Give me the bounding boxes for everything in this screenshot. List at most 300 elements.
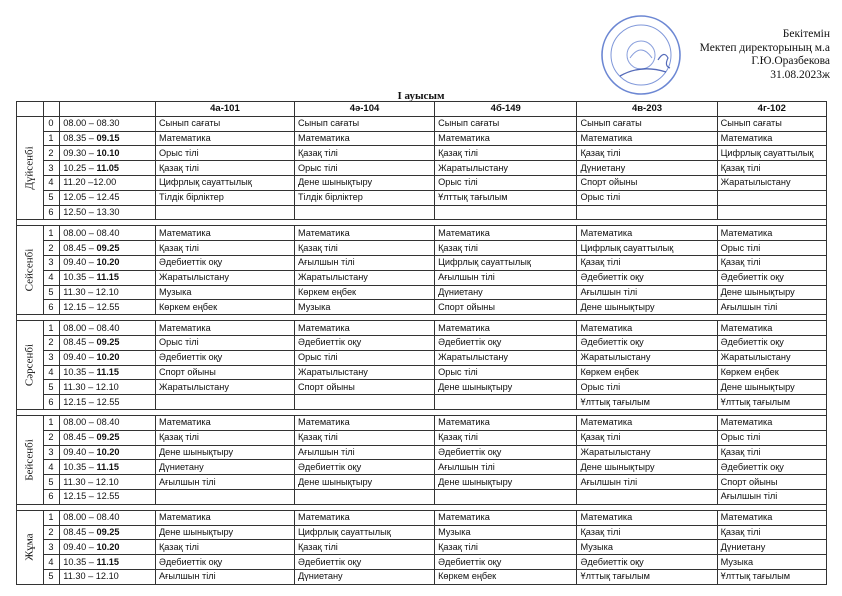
lesson-end-time: 10.20 — [96, 446, 120, 457]
lesson-time — [60, 525, 156, 540]
subject-cell: Цифрлық сауаттылық — [717, 146, 826, 161]
lesson-end-time: 10.20 — [96, 541, 120, 552]
lesson-time — [60, 205, 156, 220]
lesson-row — [17, 255, 827, 270]
subject-cell: Ұлттық тағылым — [577, 569, 717, 584]
lesson-start-time: 11.30 – — [63, 571, 96, 582]
class-header: 4а-101 — [155, 102, 294, 117]
subject-cell: Математика — [294, 510, 434, 525]
subject-cell: Математика — [717, 510, 826, 525]
lesson-end-time: 11.05 — [96, 162, 119, 173]
subject-cell: Математика — [577, 415, 717, 430]
subject-cell: Орыс тілі — [435, 365, 577, 380]
lesson-number: 0 — [44, 116, 60, 131]
subject-cell — [294, 395, 434, 410]
lesson-end-time: 08.40 — [96, 512, 120, 523]
lesson-number: 4 — [44, 365, 60, 380]
lesson-end-time: 12.10 — [95, 476, 119, 487]
subject-cell: Математика — [577, 510, 717, 525]
lesson-start-time: 09.40 – — [63, 257, 97, 268]
lesson-time — [60, 415, 156, 430]
lesson-end-time: 12.55 — [96, 301, 120, 312]
school-seal-stamp — [600, 14, 682, 96]
lesson-number: 3 — [44, 540, 60, 555]
lesson-end-time: 12.45 — [96, 192, 120, 203]
lesson-number: 5 — [44, 380, 60, 395]
lesson-time — [60, 226, 156, 241]
subject-cell: Математика — [577, 131, 717, 146]
subject-cell: Әдебиеттік оқу — [577, 335, 717, 350]
subject-cell: Қазақ тілі — [155, 430, 294, 445]
lesson-start-time: 09.40 – — [63, 541, 97, 552]
subject-cell: Көркем еңбек — [155, 300, 294, 315]
subject-cell: Қазақ тілі — [577, 146, 717, 161]
subject-cell: Ұлттық тағылым — [717, 569, 826, 584]
lesson-time — [60, 555, 156, 570]
subject-cell: Математика — [435, 131, 577, 146]
lesson-time — [60, 350, 156, 365]
subject-cell: Математика — [717, 415, 826, 430]
lesson-number: 3 — [44, 350, 60, 365]
subject-cell: Жаратылыстану — [294, 270, 434, 285]
subject-cell: Спорт ойыны — [717, 475, 826, 490]
subject-cell: Ағылшын тілі — [717, 489, 826, 504]
subject-cell: Ағылшын тілі — [577, 285, 717, 300]
lesson-end-time: 12.10 — [95, 286, 119, 297]
lesson-end-time: 08.40 — [96, 227, 120, 238]
subject-cell — [155, 205, 294, 220]
subject-cell: Ағылшын тілі — [577, 475, 717, 490]
day-label: Сәрсенбі — [23, 343, 36, 387]
lesson-number: 6 — [44, 205, 60, 220]
subject-cell: Көркем еңбек — [577, 365, 717, 380]
subject-cell: Қазақ тілі — [294, 430, 434, 445]
subject-cell: Математика — [717, 321, 826, 336]
subject-cell: Ағылшын тілі — [435, 270, 577, 285]
approval-name: Г.Ю.Оразбекова — [751, 55, 830, 67]
lesson-row — [17, 510, 827, 525]
lesson-start-time: 10.25 – — [63, 162, 97, 173]
lesson-start-time: 12.05 – — [63, 192, 97, 203]
lesson-start-time: 09.40 – — [63, 446, 97, 457]
lesson-start-time: 11.30 – — [63, 476, 96, 487]
subject-cell: Ұлттық тағылым — [435, 190, 577, 205]
lesson-number: 1 — [44, 131, 60, 146]
subject-cell: Әдебиеттік оқу — [294, 460, 434, 475]
lesson-end-time: 11.15 — [96, 461, 119, 472]
lesson-row — [17, 285, 827, 300]
lesson-row — [17, 241, 827, 256]
subject-cell: Сынып сағаты — [577, 116, 717, 131]
lesson-end-time: 11.15 — [96, 272, 119, 283]
lesson-row — [17, 161, 827, 176]
lesson-end-time: 13.30 — [96, 206, 120, 217]
lesson-end-time: 08.30 — [96, 118, 120, 129]
day-cell — [17, 415, 44, 504]
subject-cell: Сынып сағаты — [717, 116, 826, 131]
schedule-table — [16, 101, 827, 585]
class-header: 4б-149 — [435, 102, 577, 117]
subject-cell: Дене шынықтыру — [717, 380, 826, 395]
lesson-number: 4 — [44, 460, 60, 475]
subject-cell: Әдебиеттік оқу — [435, 445, 577, 460]
subject-cell: Дене шынықтыру — [155, 525, 294, 540]
lesson-time — [60, 285, 156, 300]
subject-cell: Жаратылыстану — [294, 365, 434, 380]
lesson-start-time: 08.35 – — [63, 132, 97, 143]
lesson-time — [60, 569, 156, 584]
subject-cell: Орыс тілі — [717, 241, 826, 256]
lesson-row — [17, 321, 827, 336]
day-label: Дүйсенбі — [23, 146, 36, 190]
lesson-row — [17, 395, 827, 410]
subject-cell: Математика — [294, 131, 434, 146]
lesson-row — [17, 350, 827, 365]
subject-cell: Сынып сағаты — [155, 116, 294, 131]
subject-cell: Дүниетану — [155, 460, 294, 475]
subject-cell: Цифрлық сауаттылық — [435, 255, 577, 270]
lesson-row — [17, 540, 827, 555]
subject-cell: Дүниетану — [717, 540, 826, 555]
subject-cell: Әдебиеттік оқу — [717, 460, 826, 475]
lesson-number: 5 — [44, 475, 60, 490]
subject-cell: Әдебиеттік оқу — [577, 555, 717, 570]
subject-cell — [577, 489, 717, 504]
lesson-time — [60, 175, 156, 190]
lesson-end-time: 11.15 — [96, 556, 119, 567]
subject-cell: Орыс тілі — [435, 175, 577, 190]
subject-cell: Әдебиеттік оқу — [717, 335, 826, 350]
subject-cell: Орыс тілі — [155, 146, 294, 161]
lesson-time — [60, 460, 156, 475]
subject-cell — [435, 395, 577, 410]
subject-cell: Орыс тілі — [717, 430, 826, 445]
subject-cell: Математика — [155, 131, 294, 146]
subject-cell: Дене шынықтыру — [155, 445, 294, 460]
subject-cell: Математика — [435, 415, 577, 430]
subject-cell: Қазақ тілі — [294, 241, 434, 256]
lesson-row — [17, 131, 827, 146]
lesson-time — [60, 445, 156, 460]
subject-cell: Ағылшын тілі — [155, 569, 294, 584]
subject-cell: Тілдік бірліктер — [294, 190, 434, 205]
lesson-row — [17, 475, 827, 490]
lesson-start-time: 10.35 – — [63, 556, 97, 567]
lesson-end-time: 09.25 — [96, 242, 120, 253]
lesson-number: 2 — [44, 241, 60, 256]
subject-cell: Математика — [294, 226, 434, 241]
class-header-row — [17, 102, 827, 117]
subject-cell: Ұлттық тағылым — [717, 395, 826, 410]
subject-cell: Музыка — [294, 300, 434, 315]
day-cell — [17, 321, 44, 410]
lesson-row — [17, 489, 827, 504]
day-label: Бейсенбі — [23, 439, 36, 481]
lesson-time — [60, 430, 156, 445]
subject-cell: Жаратылыстану — [435, 161, 577, 176]
subject-cell: Әдебиеттік оқу — [155, 350, 294, 365]
subject-cell: Спорт ойыны — [155, 365, 294, 380]
lesson-number: 5 — [44, 190, 60, 205]
lesson-row — [17, 146, 827, 161]
subject-cell — [577, 205, 717, 220]
lesson-time — [60, 510, 156, 525]
lesson-row — [17, 430, 827, 445]
lesson-time — [60, 131, 156, 146]
subject-cell: Ағылшын тілі — [435, 460, 577, 475]
subject-cell: Цифрлық сауаттылық — [155, 175, 294, 190]
subject-cell: Қазақ тілі — [577, 255, 717, 270]
subject-cell: Дене шынықтыру — [717, 285, 826, 300]
subject-cell — [155, 395, 294, 410]
subject-cell: Көркем еңбек — [294, 285, 434, 300]
lesson-row — [17, 460, 827, 475]
subject-cell: Жаратылыстану — [717, 350, 826, 365]
subject-cell: Қазақ тілі — [435, 146, 577, 161]
approval-position: Мектеп директорының м.а — [699, 41, 830, 54]
lesson-number: 1 — [44, 415, 60, 430]
subject-cell: Әдебиеттік оқу — [717, 270, 826, 285]
lesson-time — [60, 540, 156, 555]
subject-cell: Қазақ тілі — [155, 540, 294, 555]
lesson-end-time: 08.40 — [96, 417, 120, 428]
lesson-number: 2 — [44, 335, 60, 350]
subject-cell: Жаратылыстану — [577, 350, 717, 365]
lesson-end-time: 12.10 — [95, 381, 119, 392]
day-cell — [17, 116, 44, 220]
lesson-number: 2 — [44, 146, 60, 161]
lesson-row — [17, 525, 827, 540]
subject-cell: Көркем еңбек — [717, 365, 826, 380]
lesson-start-time: 12.15 – — [63, 491, 97, 502]
header-day — [17, 102, 44, 117]
lesson-time — [60, 335, 156, 350]
subject-cell: Орыс тілі — [577, 190, 717, 205]
subject-cell: Математика — [577, 321, 717, 336]
subject-cell: Орыс тілі — [155, 335, 294, 350]
subject-cell — [155, 489, 294, 504]
lesson-end-time: 09.25 — [96, 432, 120, 443]
lesson-row — [17, 116, 827, 131]
subject-cell: Дүниетану — [294, 569, 434, 584]
subject-cell: Дене шынықтыру — [577, 300, 717, 315]
lesson-time — [60, 365, 156, 380]
subject-cell: Әдебиеттік оқу — [155, 555, 294, 570]
lesson-number: 1 — [44, 510, 60, 525]
subject-cell: Музыка — [577, 540, 717, 555]
subject-cell: Сынып сағаты — [435, 116, 577, 131]
day-cell — [17, 226, 44, 315]
lesson-row — [17, 569, 827, 584]
lesson-start-time: 11.20 – — [63, 177, 94, 188]
subject-cell: Қазақ тілі — [577, 525, 717, 540]
day-cell — [17, 510, 44, 584]
subject-cell: Қазақ тілі — [155, 241, 294, 256]
subject-cell: Математика — [577, 226, 717, 241]
lesson-end-time: 12.55 — [96, 491, 120, 502]
subject-cell: Орыс тілі — [294, 350, 434, 365]
subject-cell: Орыс тілі — [577, 380, 717, 395]
lesson-row — [17, 175, 827, 190]
lesson-start-time: 11.30 – — [63, 286, 96, 297]
lesson-end-time: 09.25 — [96, 337, 120, 348]
subject-cell — [294, 205, 434, 220]
lesson-end-time: 09.25 — [96, 526, 120, 537]
subject-cell — [435, 489, 577, 504]
lesson-row — [17, 415, 827, 430]
lesson-end-time: 12.10 — [95, 571, 119, 582]
approval-title: Бекітемін — [782, 28, 830, 40]
lesson-start-time: 09.40 – — [63, 352, 97, 363]
subject-cell: Математика — [435, 321, 577, 336]
lesson-end-time: 12.00 — [93, 177, 117, 188]
subject-cell: Жаратылыстану — [717, 175, 826, 190]
lesson-start-time: 12.15 – — [63, 396, 97, 407]
subject-cell: Қазақ тілі — [294, 540, 434, 555]
lesson-start-time: 08.00 – — [63, 322, 97, 333]
subject-cell: Сынып сағаты — [294, 116, 434, 131]
lesson-start-time: 08.00 – — [63, 512, 97, 523]
subject-cell: Дүниетану — [435, 285, 577, 300]
subject-cell: Әдебиеттік оқу — [155, 255, 294, 270]
approval-date: 31.08.2023ж — [770, 68, 830, 81]
lesson-time — [60, 475, 156, 490]
subject-cell: Жаратылыстану — [155, 380, 294, 395]
lesson-number: 2 — [44, 525, 60, 540]
lesson-start-time: 10.35 – — [63, 461, 97, 472]
lesson-end-time: 10.20 — [96, 257, 120, 268]
subject-cell: Математика — [294, 415, 434, 430]
subject-cell: Қазақ тілі — [155, 161, 294, 176]
subject-cell: Қазақ тілі — [435, 241, 577, 256]
class-header: 4в-203 — [577, 102, 717, 117]
lesson-number: 1 — [44, 321, 60, 336]
subject-cell: Математика — [294, 321, 434, 336]
lesson-time — [60, 116, 156, 131]
subject-cell: Цифрлық сауаттылық — [294, 525, 434, 540]
subject-cell: Музыка — [155, 285, 294, 300]
lesson-start-time: 08.00 – — [63, 417, 97, 428]
lesson-start-time: 08.45 – — [63, 432, 97, 443]
lesson-number: 3 — [44, 445, 60, 460]
subject-cell: Қазақ тілі — [717, 525, 826, 540]
subject-cell: Жаратылыстану — [435, 350, 577, 365]
lesson-start-time: 10.35 – — [63, 366, 97, 377]
lesson-end-time: 10.20 — [96, 352, 120, 363]
subject-cell: Жаратылыстану — [577, 445, 717, 460]
lesson-end-time: 12.55 — [96, 396, 120, 407]
lesson-number: 5 — [44, 569, 60, 584]
lesson-time — [60, 395, 156, 410]
subject-cell: Математика — [155, 226, 294, 241]
lesson-number: 4 — [44, 175, 60, 190]
subject-cell: Тілдік бірліктер — [155, 190, 294, 205]
subject-cell: Спорт ойыны — [435, 300, 577, 315]
lesson-number: 3 — [44, 255, 60, 270]
subject-cell: Жаратылыстану — [155, 270, 294, 285]
subject-cell: Қазақ тілі — [717, 161, 826, 176]
lesson-time — [60, 300, 156, 315]
subject-cell: Математика — [717, 131, 826, 146]
subject-cell: Әдебиеттік оқу — [435, 335, 577, 350]
lesson-start-time: 08.45 – — [63, 242, 97, 253]
lesson-time — [60, 380, 156, 395]
subject-cell: Әдебиеттік оқу — [294, 335, 434, 350]
lesson-row — [17, 300, 827, 315]
subject-cell: Спорт ойыны — [577, 175, 717, 190]
lesson-start-time: 09.30 – — [63, 147, 97, 158]
subject-cell: Дене шынықтыру — [294, 175, 434, 190]
lesson-number: 3 — [44, 161, 60, 176]
lesson-row — [17, 555, 827, 570]
subject-cell: Қазақ тілі — [717, 255, 826, 270]
lesson-end-time: 10.10 — [96, 147, 120, 158]
lesson-time — [60, 255, 156, 270]
lesson-number: 6 — [44, 300, 60, 315]
lesson-number: 4 — [44, 270, 60, 285]
lesson-number: 6 — [44, 489, 60, 504]
subject-cell: Қазақ тілі — [294, 146, 434, 161]
header-time — [60, 102, 156, 117]
subject-cell — [435, 205, 577, 220]
subject-cell: Қазақ тілі — [435, 430, 577, 445]
lesson-end-time: 09.15 — [96, 132, 120, 143]
subject-cell: Математика — [155, 415, 294, 430]
lesson-number: 2 — [44, 430, 60, 445]
subject-cell: Дүниетану — [577, 161, 717, 176]
subject-cell: Дене шынықтыру — [435, 380, 577, 395]
subject-cell: Математика — [435, 510, 577, 525]
subject-cell: Математика — [155, 321, 294, 336]
subject-cell: Музыка — [717, 555, 826, 570]
subject-cell: Музыка — [435, 525, 577, 540]
subject-cell: Әдебиеттік оқу — [435, 555, 577, 570]
lesson-start-time: 12.50 – — [63, 206, 97, 217]
subject-cell: Әдебиеттік оқу — [577, 270, 717, 285]
lesson-start-time: 11.30 – — [63, 381, 96, 392]
subject-cell: Ағылшын тілі — [294, 445, 434, 460]
lesson-row — [17, 365, 827, 380]
lesson-time — [60, 161, 156, 176]
subject-cell: Орыс тілі — [294, 161, 434, 176]
subject-cell: Спорт ойыны — [294, 380, 434, 395]
lesson-start-time: 08.45 – — [63, 337, 97, 348]
subject-cell: Дене шынықтыру — [435, 475, 577, 490]
subject-cell: Көркем еңбек — [435, 569, 577, 584]
subject-cell: Математика — [717, 226, 826, 241]
lesson-row — [17, 270, 827, 285]
subject-cell: Дене шынықтыру — [577, 460, 717, 475]
lesson-time — [60, 241, 156, 256]
subject-cell: Ағылшын тілі — [717, 300, 826, 315]
lesson-time — [60, 190, 156, 205]
subject-cell: Дене шынықтыру — [294, 475, 434, 490]
day-label: Жұма — [23, 533, 36, 561]
day-label: Сейсенбі — [23, 248, 36, 292]
subject-cell — [717, 190, 826, 205]
lesson-time — [60, 146, 156, 161]
lesson-start-time: 08.45 – — [63, 526, 97, 537]
subject-cell: Математика — [435, 226, 577, 241]
lesson-row — [17, 335, 827, 350]
approval-block — [700, 28, 830, 82]
lesson-start-time: 08.00 – — [63, 118, 97, 129]
subject-cell: Цифрлық сауаттылық — [577, 241, 717, 256]
lesson-row — [17, 445, 827, 460]
lesson-time — [60, 321, 156, 336]
subject-cell: Әдебиеттік оқу — [294, 555, 434, 570]
lesson-end-time: 11.15 — [96, 366, 119, 377]
